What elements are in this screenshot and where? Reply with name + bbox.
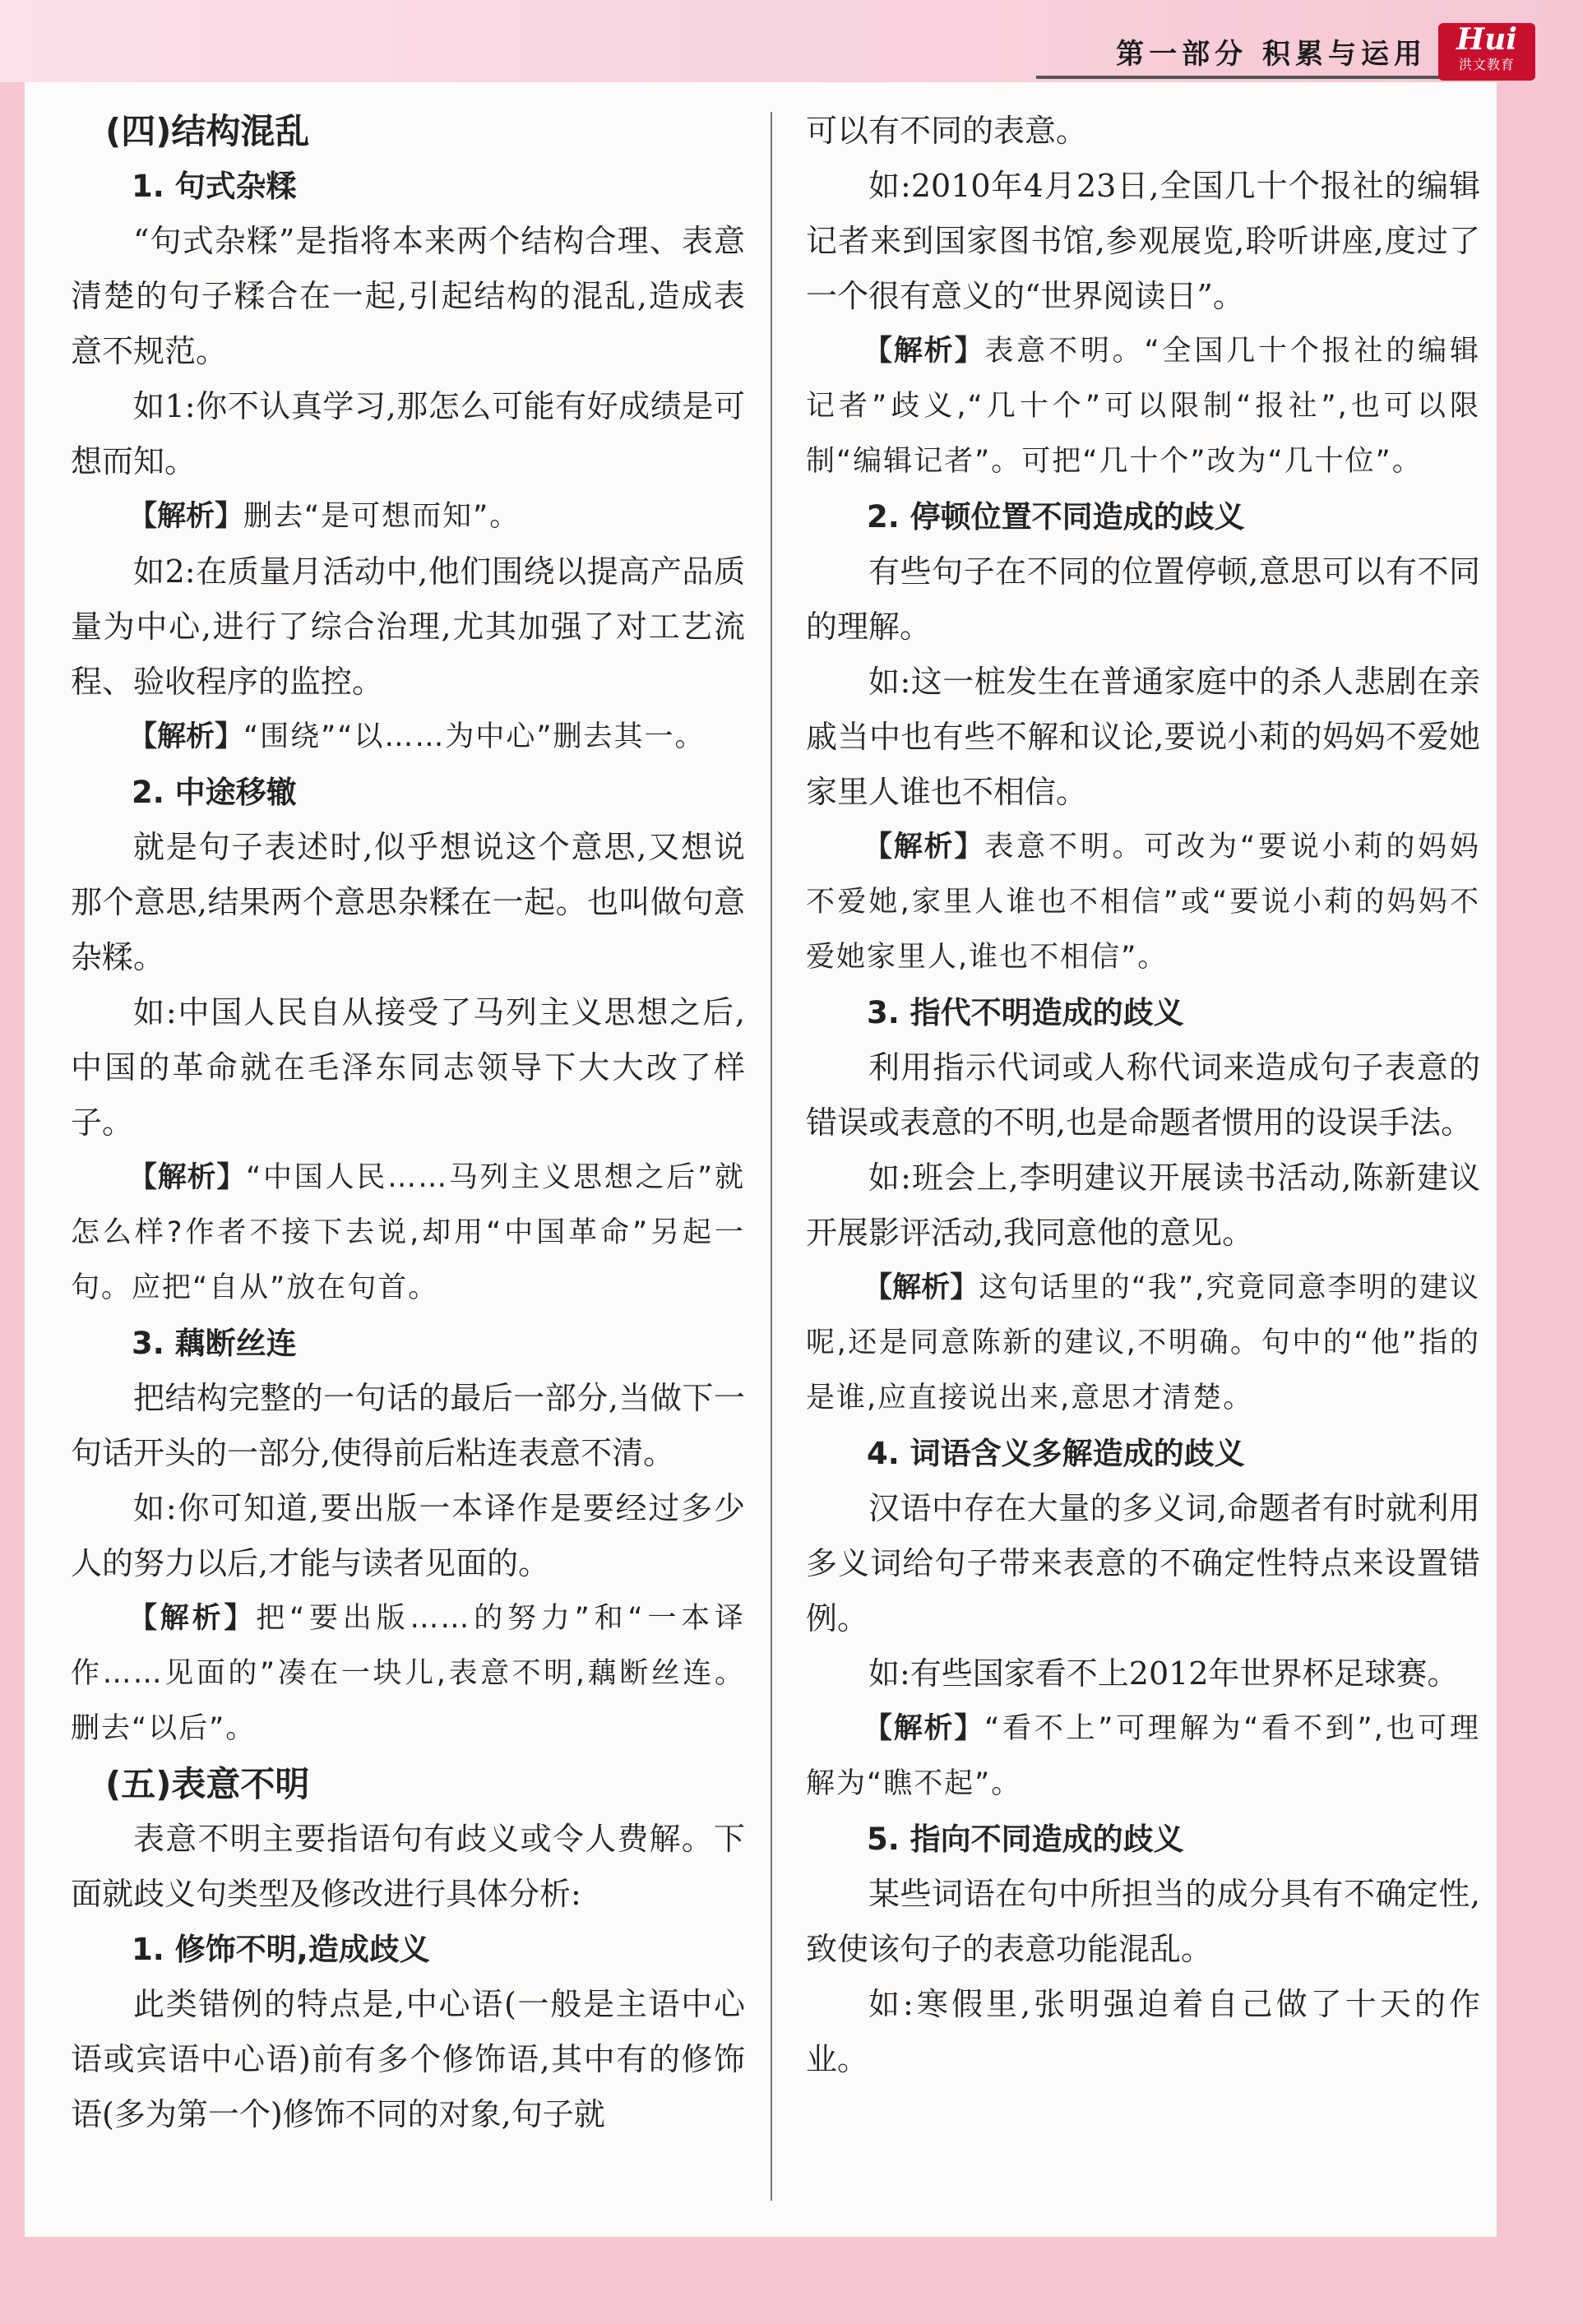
example: 如:2010年4月23日,全国几十个报社的编辑记者来到国家图书馆,参观展览,聆听讲座,度过了一个很有意义的“世界阅读日”。 <box>806 168 1480 314</box>
page <box>25 82 1497 2237</box>
analysis-text: 删去“是可想而知”。 <box>243 500 521 533</box>
section-heading-4: (四)结构混乱 <box>105 111 310 151</box>
sub-heading: 5. 指向不同造成的歧义 <box>867 1822 1184 1857</box>
analysis-tag: 【解析】 <box>128 500 244 533</box>
analysis-tag: 【解析】 <box>128 720 244 753</box>
paragraph: 有些句子在不同的位置停顿,意思可以有不同的理解。 <box>806 553 1480 645</box>
section-title: 第一部分 积累与运用 <box>1116 38 1427 71</box>
example: 如:你可知道,要出版一本译作是要经过多少人的努力以后,才能与读者见面的。 <box>71 1490 745 1581</box>
sub-heading: 2. 中途移辙 <box>132 775 297 810</box>
analysis <box>71 710 745 765</box>
section-heading-5: (五)表意不明 <box>105 1764 310 1804</box>
publisher-logo <box>1438 23 1535 81</box>
sub-heading: 3. 指代不明造成的歧义 <box>867 995 1184 1030</box>
analysis <box>806 1261 1480 1426</box>
example: 如:寒假里,张明强迫着自己做了十天的作业。 <box>806 1986 1480 2077</box>
paragraph: 表意不明主要指语句有歧义或令人费解。下面就歧义句类型及修改进行具体分析: <box>71 1821 745 1912</box>
example: 如1:你不认真学习,那怎么可能有好成绩是可想而知。 <box>71 388 745 479</box>
analysis-tag: 【解析】 <box>128 1161 247 1194</box>
bottom-band <box>0 2250 1583 2324</box>
paragraph: 就是句子表述时,似乎想说这个意思,又想说那个意思,结果两个意思杂糅在一起。也叫做句意杂糅。 <box>71 829 745 975</box>
logo-mark: Hui <box>1456 22 1517 57</box>
analysis-tag: 【解析】 <box>863 831 985 863</box>
paragraph: “句式杂糅”是指将本来两个结构合理、表意清楚的句子糅合在一起,引起结构的混乱,造成表意不规范。 <box>71 223 745 369</box>
analysis-text: 表意不明。可改为“要说小莉的妈妈不爱她,家里人谁也不相信”或“要说小莉的妈妈不爱她家里人,谁也不相信”。 <box>806 831 1480 974</box>
analysis <box>806 1701 1480 1812</box>
paragraph: 利用指示代词或人称代词来造成句子表意的错误或表意的不明,也是命题者惯用的设误手法。 <box>806 1049 1480 1141</box>
example: 如:班会上,李明建议开展读书活动,陈新建议开展影评活动,我同意他的意见。 <box>806 1160 1480 1251</box>
analysis <box>71 1591 745 1757</box>
sub-heading: 4. 词语含义多解造成的歧义 <box>867 1436 1245 1471</box>
analysis-tag: 【解析】 <box>863 1271 979 1304</box>
analysis <box>71 489 745 544</box>
paragraph: 某些词语在句中所担当的成分具有不确定性,致使该句子的表意功能混乱。 <box>806 1876 1480 1967</box>
header-band <box>0 0 1583 82</box>
analysis-text: “看不上”可理解为“看不到”,也可理解为“瞧不起”。 <box>806 1712 1480 1800</box>
analysis-text: 表意不明。“全国几十个报社的编辑记者”歧义,“几十个”可以限制“报社”,也可以限制“编辑记者”。可把“几十个”改为“几十位”。 <box>806 335 1480 478</box>
analysis-text: 这句话里的“我”,究竟同意李明的建议呢,还是同意陈新的建议,不明确。句中的“他”指的是谁,应直接说出来,意思才清楚。 <box>806 1271 1480 1414</box>
analysis-tag: 【解析】 <box>863 1712 985 1745</box>
example: 如2:在质量月活动中,他们围绕以提高产品质量为中心,进行了综合治理,尤其加强了对工艺流程、验收程序的监控。 <box>71 553 745 700</box>
paragraph-continued: 可以有不同的表意。 <box>806 113 1088 149</box>
paragraph: 此类错例的特点是,中心语(一般是主语中心语或宾语中心语)前有多个修饰语,其中有的修饰语(多为第一个)修饰不同的对象,句子就 <box>71 1986 745 2132</box>
analysis <box>806 820 1480 985</box>
example: 如:有些国家看不上2012年世界杯足球赛。 <box>868 1655 1459 1692</box>
analysis-tag: 【解析】 <box>128 1602 257 1635</box>
logo-text: 洪文教育 <box>1458 57 1515 72</box>
paragraph: 汉语中存在大量的多义词,命题者有时就利用多义词给句子带来表意的不确定性特点来设置错例。 <box>806 1490 1480 1637</box>
analysis-text: “围绕”“以……为中心”删去其一。 <box>243 720 706 753</box>
right-column <box>806 104 1480 2087</box>
analysis-text: 把“要出版……的努力”和“一本译作……见面的”凑在一块儿,表意不明,藕断丝连。删去“以后”。 <box>71 1602 745 1745</box>
analysis-tag: 【解析】 <box>863 335 985 368</box>
example: 如:中国人民自从接受了马列主义思想之后,中国的革命就在毛泽东同志领导下大大改了样子。 <box>71 994 745 1141</box>
sub-heading: 3. 藕断丝连 <box>132 1326 297 1361</box>
paragraph: 把结构完整的一句话的最后一部分,当做下一句话开头的一部分,使得前后粘连表意不清。 <box>71 1380 745 1471</box>
column-divider <box>771 112 772 2201</box>
analysis <box>71 1150 745 1316</box>
sub-heading: 2. 停顿位置不同造成的歧义 <box>867 499 1245 535</box>
example: 如:这一桩发生在普通家庭中的杀人悲剧在亲戚当中也有些不解和议论,要说小莉的妈妈不爱她家里人谁也不相信。 <box>806 664 1480 810</box>
left-column <box>71 104 745 2142</box>
analysis-text: “中国人民……马列主义思想之后”就怎么样?作者不接下去说,却用“中国革命”另起一句。应把“自从”放在句首。 <box>71 1161 745 1304</box>
sub-heading: 1. 句式杂糅 <box>132 169 297 204</box>
sub-heading: 1. 修饰不明,造成歧义 <box>132 1932 430 1967</box>
analysis <box>806 324 1480 489</box>
